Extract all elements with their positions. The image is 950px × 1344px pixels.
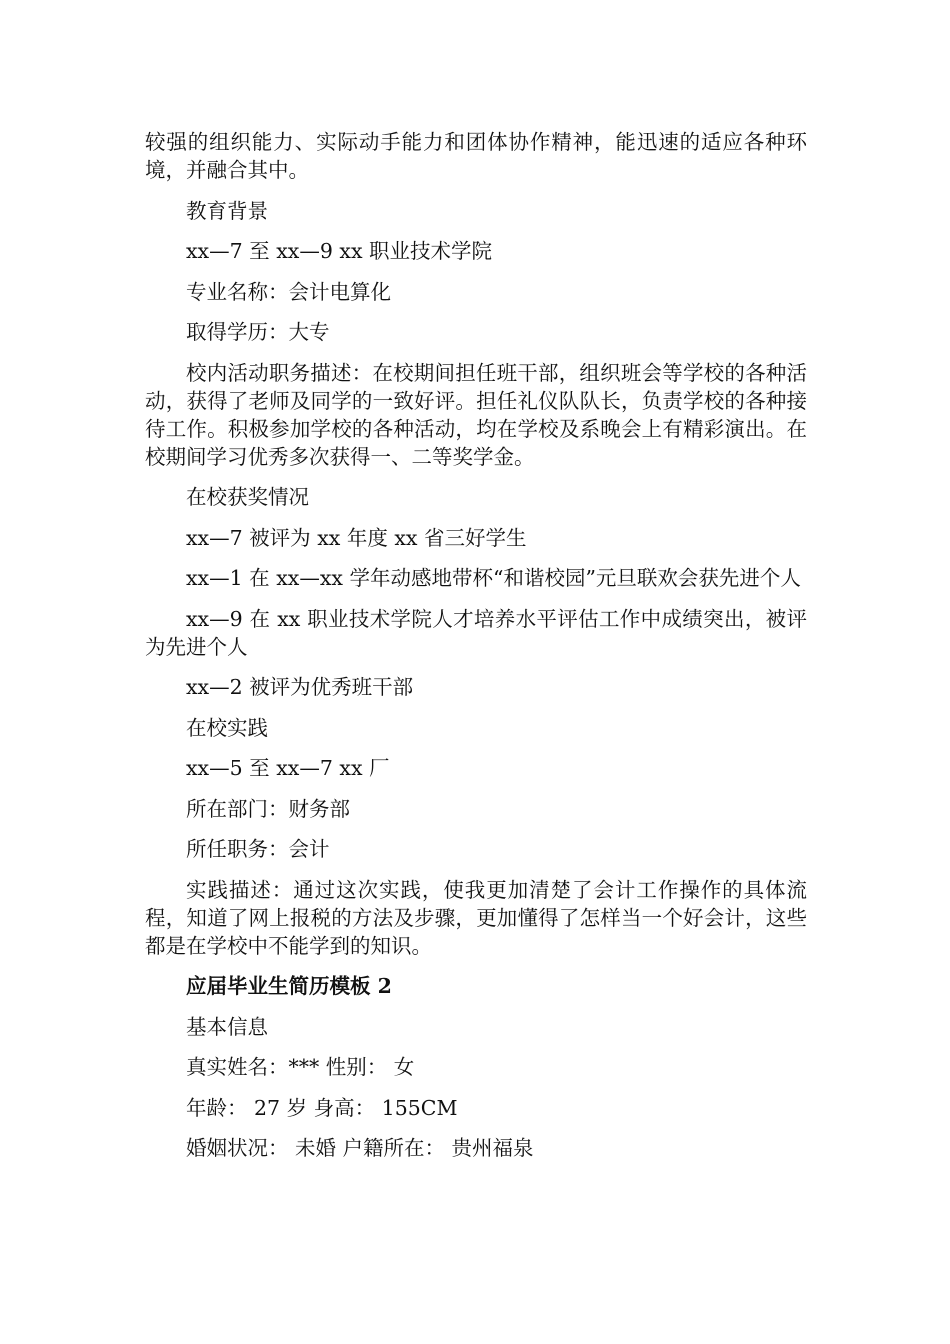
practice-heading: 在校实践 (186, 715, 268, 740)
practice-dates-company: xx—5 至 xx—7 xx 厂 (186, 756, 390, 780)
education-dates-school: xx—7 至 xx—9 xx 职业技术学院 (186, 239, 493, 263)
awards-heading: 在校获奖情况 (186, 485, 309, 509)
document-page (145, 128, 807, 1175)
paragraph-skills-continuation: 较强的组织能力、实际动手能力和团体协作精神，能迅速的适应各种环境，并融合其中。 (145, 130, 807, 182)
practice-position: 所任职务：会计 (186, 837, 330, 861)
education-degree: 取得学历：大专 (186, 320, 330, 344)
award-item: xx—2 被评为优秀班干部 (186, 675, 414, 699)
award-item: xx—9 在 xx 职业技术学院人才培养水平评估工作中成绩突出，被评为先进个人 (145, 606, 807, 659)
practice-description: 实践描述：通过这次实践，使我更加清楚了会计工作操作的具体流程，知道了网上报税的方法及步骤，更加懂得了怎样当一个好会计，这些都是在学校中不能学到的知识。 (145, 877, 807, 958)
award-item: xx—1 在 xx—xx 学年动感地带杯“和谐校园”元旦联欢会获先进个人 (186, 566, 801, 590)
campus-activities-description: 校内活动职务描述：在校期间担任班干部，组织班会等学校的各种活动，获得了老师及同学的一致好评。担任礼仪队队长，负责学校的各种接待工作。积极参加学校的各种活动，均在学校及系晚会上有精彩演出。在校期间学习优秀多次获得一、二等奖学金。 (145, 360, 807, 469)
marital-hukou-line: 婚姻状况： 未婚 户籍所在： 贵州福泉 (186, 1136, 534, 1160)
education-major: 专业名称：会计电算化 (186, 279, 391, 304)
education-heading: 教育背景 (186, 198, 268, 223)
age-height-line: 年龄： 27 岁 身高： 155CM (186, 1095, 458, 1120)
basic-info-heading: 基本信息 (186, 1014, 268, 1039)
award-item: xx—7 被评为 xx 年度 xx 省三好学生 (186, 525, 527, 550)
template-2-heading: 应届毕业生简历模板 2 (186, 974, 392, 998)
name-gender-line: 真实姓名：*** 性别： 女 (186, 1055, 415, 1079)
practice-department: 所在部门：财务部 (186, 796, 350, 821)
